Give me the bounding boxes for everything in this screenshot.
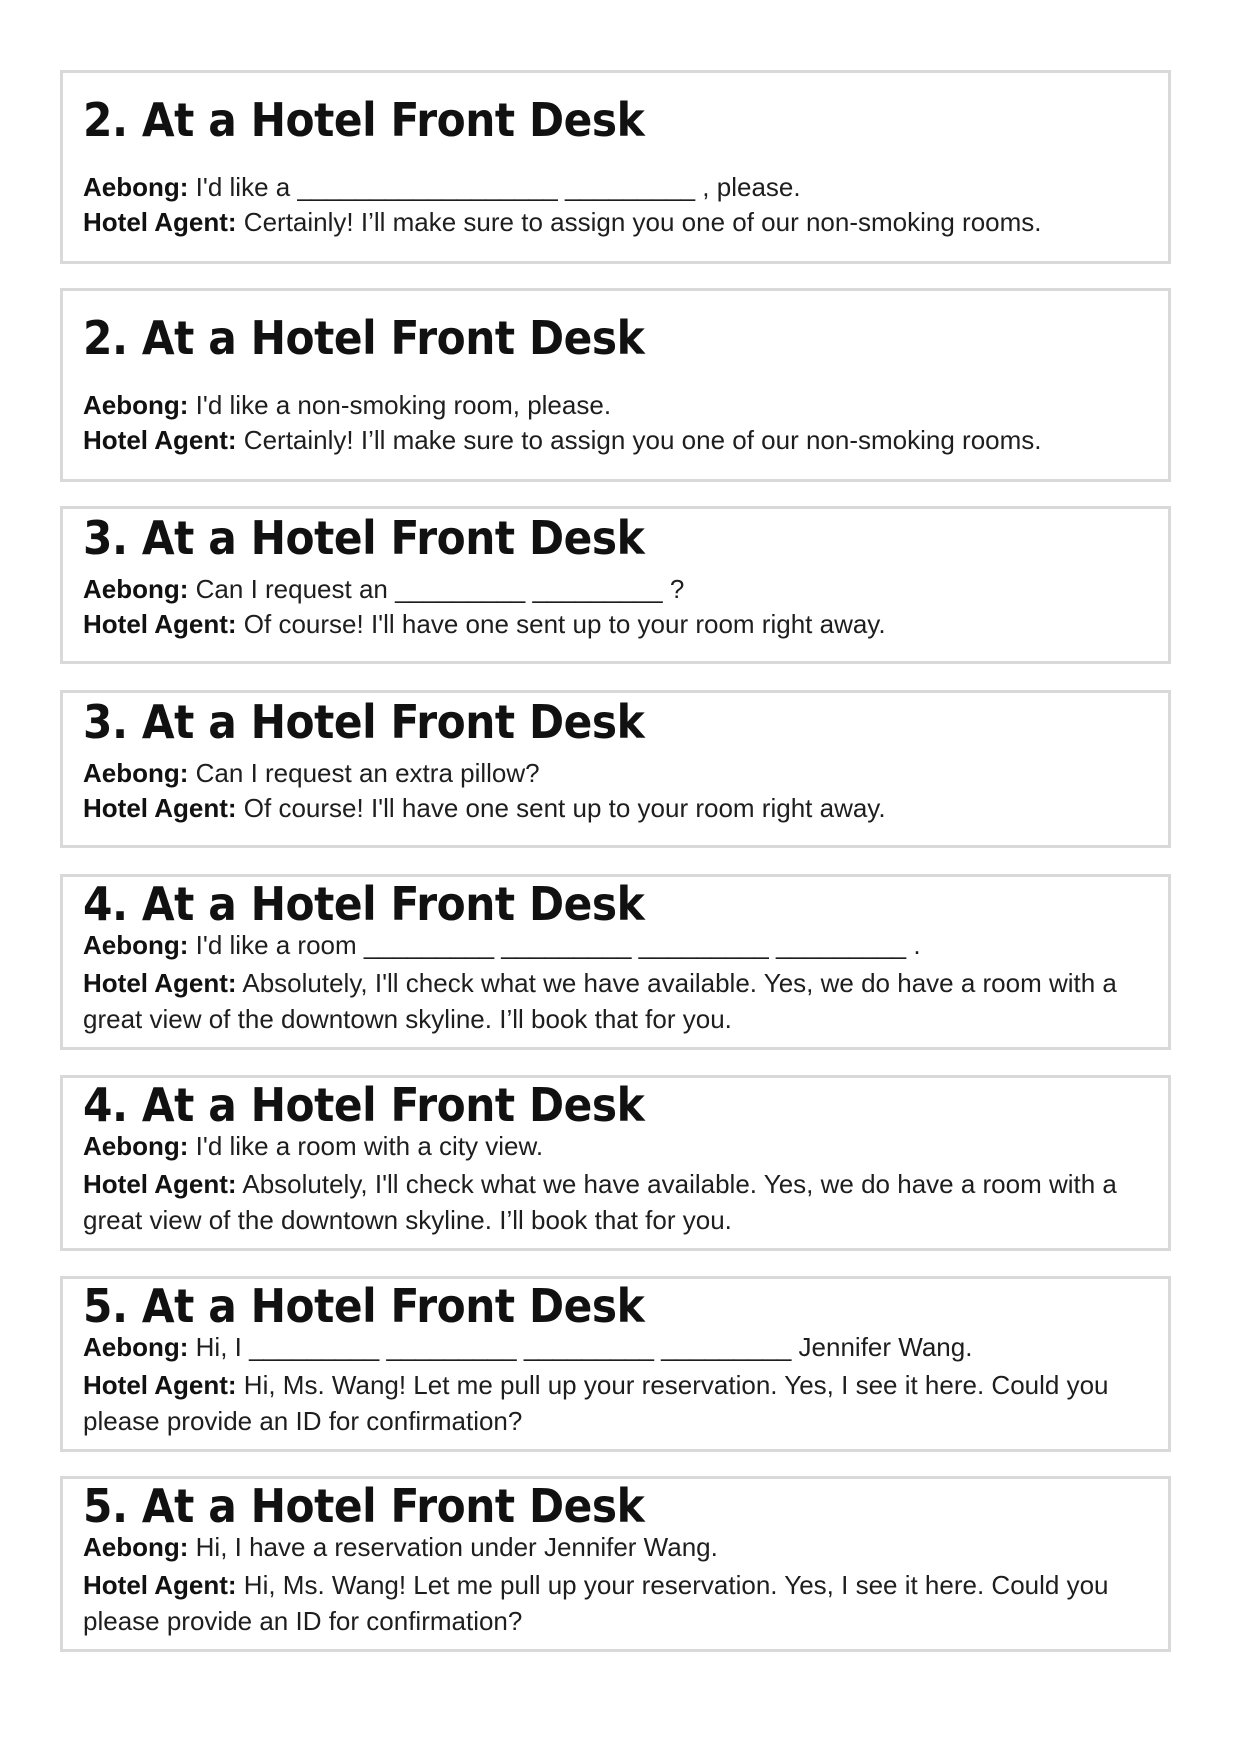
speaker-label: Aebong:	[83, 1332, 189, 1362]
speaker-label: Aebong:	[83, 574, 189, 604]
dialogue-line-aebong	[83, 1529, 1148, 1565]
dialogue-line-agent	[83, 606, 1148, 642]
dialogue-text: Can I request an extra pillow?	[188, 758, 540, 788]
dialogue-text: Absolutely, I'll check what we have available. Yes, we do have a room with a great view of the downtown skyline. I’ll book that for you.	[83, 1169, 1117, 1235]
dialogue-card	[60, 506, 1171, 664]
dialogue-card	[60, 288, 1171, 482]
speaker-label: Hotel Agent:	[83, 425, 237, 455]
dialogue-line-agent	[83, 422, 1148, 458]
dialogue-text: I'd like a __________________ _________ , please.	[188, 172, 801, 202]
speaker-label: Aebong:	[83, 1131, 189, 1161]
speaker-label: Aebong:	[83, 930, 189, 960]
dialogue-line-aebong	[83, 927, 1148, 963]
dialogue-line-agent	[83, 1367, 1148, 1439]
dialogue-line-agent	[83, 1567, 1148, 1639]
dialogue-line-aebong	[83, 755, 1148, 791]
dialogue-line-agent	[83, 790, 1148, 826]
dialogue-line-aebong	[83, 571, 1148, 607]
speaker-label: Hotel Agent:	[83, 1570, 237, 1600]
speaker-label: Hotel Agent:	[83, 207, 237, 237]
speaker-label: Hotel Agent:	[83, 793, 237, 823]
dialogue-text: Certainly! I’ll make sure to assign you one of our non-smoking rooms.	[236, 207, 1042, 237]
card-title: 5. At a Hotel Front Desk	[83, 1279, 645, 1333]
dialogue-text: Of course! I'll have one sent up to your room right away.	[236, 609, 886, 639]
card-title: 4. At a Hotel Front Desk	[83, 877, 645, 931]
dialogue-text: I'd like a room with a city view.	[188, 1131, 544, 1161]
card-title: 4. At a Hotel Front Desk	[83, 1078, 645, 1132]
speaker-label: Hotel Agent:	[83, 1370, 237, 1400]
dialogue-line-aebong	[83, 387, 1148, 423]
dialogue-line-agent	[83, 1166, 1148, 1238]
dialogue-card	[60, 874, 1171, 1050]
speaker-label: Aebong:	[83, 172, 189, 202]
speaker-label: Aebong:	[83, 390, 189, 420]
dialogue-text: Hi, Ms. Wang! Let me pull up your reservation. Yes, I see it here. Could you please provide an ID for confirmation?	[83, 1570, 1109, 1636]
speaker-label: Hotel Agent:	[83, 968, 237, 998]
dialogue-card	[60, 1075, 1171, 1251]
dialogue-text: I'd like a non-smoking room, please.	[188, 390, 612, 420]
dialogue-line-agent	[83, 204, 1148, 240]
dialogue-text: Hi, Ms. Wang! Let me pull up your reservation. Yes, I see it here. Could you please provide an ID for confirmation?	[83, 1370, 1109, 1436]
dialogue-text: Absolutely, I'll check what we have available. Yes, we do have a room with a great view of the downtown skyline. I’ll book that for you.	[83, 968, 1117, 1034]
dialogue-text: Hi, I have a reservation under Jennifer Wang.	[188, 1532, 718, 1562]
speaker-label: Aebong:	[83, 1532, 189, 1562]
dialogue-card	[60, 690, 1171, 848]
card-title: 3. At a Hotel Front Desk	[83, 511, 645, 565]
dialogue-card	[60, 1276, 1171, 1452]
card-title: 5. At a Hotel Front Desk	[83, 1479, 645, 1533]
dialogue-line-aebong	[83, 1329, 1148, 1365]
card-title: 3. At a Hotel Front Desk	[83, 695, 645, 749]
dialogue-text: Certainly! I’ll make sure to assign you one of our non-smoking rooms.	[236, 425, 1042, 455]
speaker-label: Hotel Agent:	[83, 1169, 237, 1199]
speaker-label: Hotel Agent:	[83, 609, 237, 639]
dialogue-line-agent	[83, 965, 1148, 1037]
dialogue-card	[60, 1476, 1171, 1652]
dialogue-text: Of course! I'll have one sent up to your room right away.	[236, 793, 886, 823]
dialogue-text: I'd like a room _________ _________ _________ _________ .	[188, 930, 921, 960]
dialogue-text: Hi, I _________ _________ _________ _________ Jennifer Wang.	[188, 1332, 973, 1362]
speaker-label: Aebong:	[83, 758, 189, 788]
dialogue-card	[60, 70, 1171, 264]
card-title: 2. At a Hotel Front Desk	[83, 93, 645, 147]
dialogue-text: Can I request an _________ _________ ?	[188, 574, 685, 604]
card-title: 2. At a Hotel Front Desk	[83, 311, 645, 365]
dialogue-line-aebong	[83, 1128, 1148, 1164]
dialogue-line-aebong	[83, 169, 1148, 205]
